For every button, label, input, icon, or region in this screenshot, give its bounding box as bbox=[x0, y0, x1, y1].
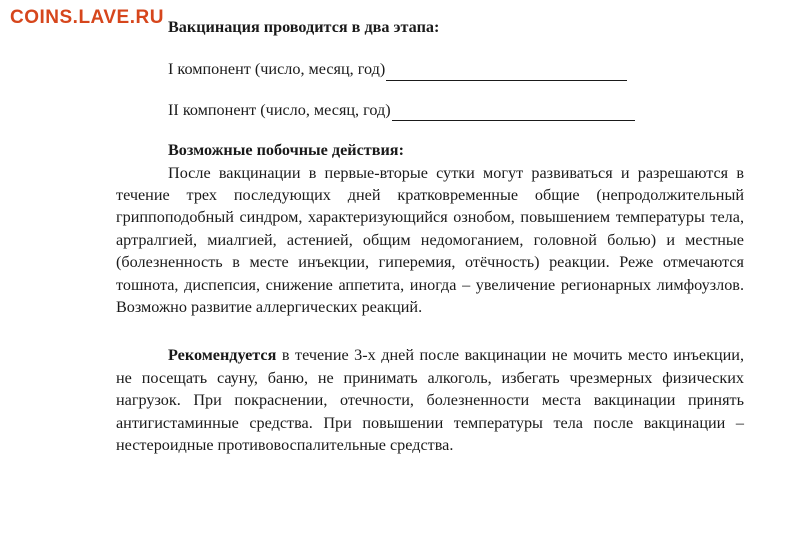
second-component-blank-line bbox=[392, 102, 635, 121]
first-component-label: I компонент (число, месяц, год) bbox=[168, 60, 386, 79]
recommendation-text: в течение 3-х дней после вакцинации не мочить место инъекции, не посещать сауну, баню, не принимать алкоголь, избегать чрезмерных физических нагрузок. При покраснении, отечности, болезненности места вакцинации принять антигистаминные средства. При повышении температуры тела после вакцинации – нестероидные противовоспалительные средства. bbox=[116, 346, 744, 455]
site-watermark: COINS.LAVE.RU bbox=[10, 7, 164, 28]
vaccination-document bbox=[116, 16, 744, 457]
recommendation-section bbox=[116, 344, 744, 456]
first-component-blank-line bbox=[386, 62, 627, 81]
second-component-date-field bbox=[168, 99, 744, 121]
document-heading: Вакцинация проводится в два этапа: bbox=[168, 18, 440, 36]
recommendation-paragraph bbox=[116, 344, 744, 456]
first-component-date-field bbox=[168, 58, 744, 80]
side-effects-paragraph: После вакцинации в первые-вторые сутки могут развиваться и разрешаются в течение трех последующих дней кратковременные общие (непродолжительный гриппоподобный синдром, характеризующийся ознобом, повышением температуры тела, артралгией, миалгией, астенией, общим недомоганием, головной болью) и местные (болезненность в месте инъекции, гиперемия, отёчность) реакции. Реже отмечаются тошнота, диспепсия, снижение аппетита, иногда – увеличение регионарных лимфоузлов. Возможно развитие аллергических реакций. bbox=[116, 163, 744, 317]
side-effects-title: Возможные побочные действия: bbox=[168, 141, 404, 160]
section-spacer bbox=[116, 318, 744, 344]
recommendation-lead: Рекомендуется bbox=[168, 346, 277, 365]
second-component-label: II компонент (число, месяц, год) bbox=[168, 100, 391, 119]
side-effects-section bbox=[116, 139, 744, 318]
